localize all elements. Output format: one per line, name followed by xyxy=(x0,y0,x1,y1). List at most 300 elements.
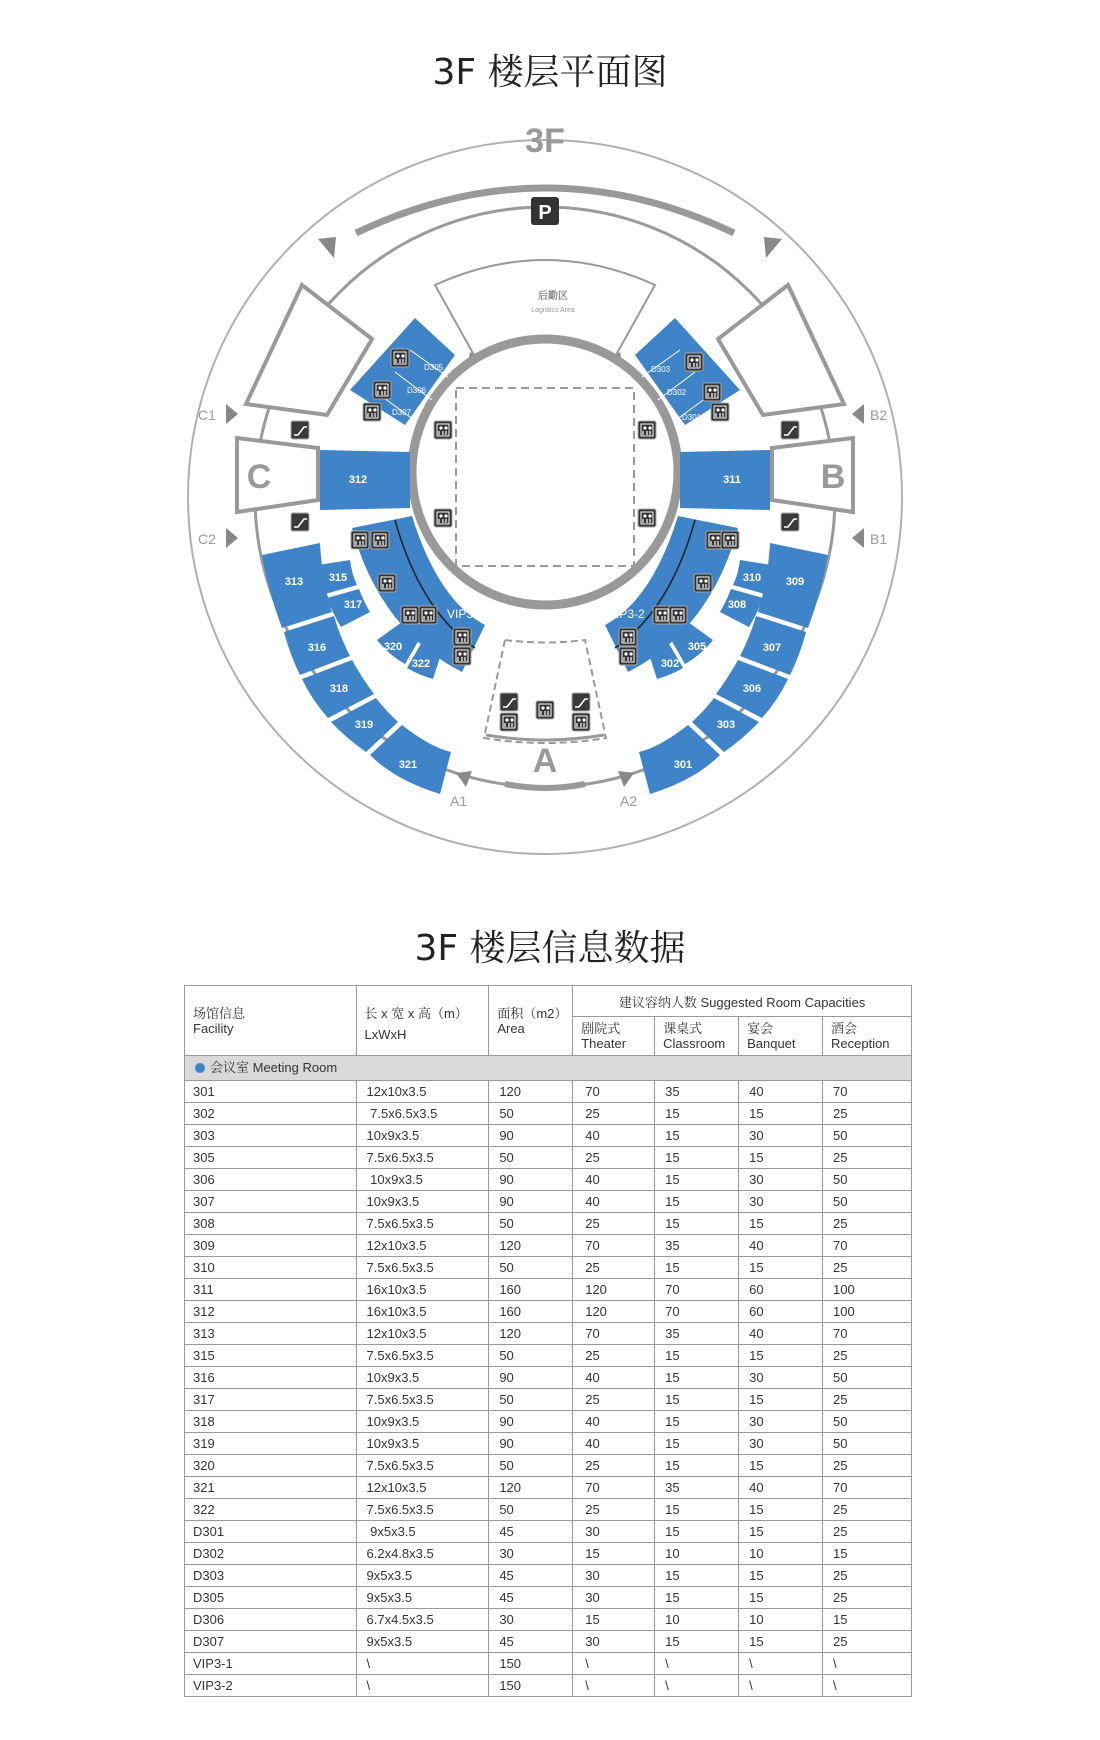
table-cell: 40 xyxy=(739,1477,823,1499)
facility-table xyxy=(184,985,912,1697)
table-cell: 50 xyxy=(823,1169,912,1191)
table-cell: 9x5x3.5 xyxy=(356,1587,489,1609)
table-cell: 25 xyxy=(823,1257,912,1279)
table-cell: 50 xyxy=(823,1433,912,1455)
table-cell: D307 xyxy=(185,1631,357,1653)
table-cell: 25 xyxy=(573,1103,655,1125)
table-cell: 25 xyxy=(823,1345,912,1367)
table-cell: 90 xyxy=(489,1367,573,1389)
table-cell: 40 xyxy=(573,1169,655,1191)
table-cell: 70 xyxy=(573,1323,655,1345)
table-cell: 120 xyxy=(489,1081,573,1103)
table-cell: 15 xyxy=(739,1213,823,1235)
table-cell: 7.5x6.5x3.5 xyxy=(356,1103,489,1125)
table-cell: 45 xyxy=(489,1565,573,1587)
table-cell: 308 xyxy=(185,1213,357,1235)
table-cell: \ xyxy=(739,1675,823,1697)
bottom-arc xyxy=(505,784,585,788)
room-d301: D301 xyxy=(682,413,702,422)
escalator-icon xyxy=(500,693,518,711)
restroom-icon xyxy=(685,353,703,371)
elevator-icon xyxy=(419,606,437,624)
table-cell: 90 xyxy=(489,1191,573,1213)
table-cell: \ xyxy=(823,1675,912,1697)
table-cell: 25 xyxy=(573,1389,655,1411)
table-cell: 50 xyxy=(823,1191,912,1213)
elevator-icon xyxy=(363,403,381,421)
table-cell: 15 xyxy=(573,1543,655,1565)
room-316-label: 316 xyxy=(307,642,327,654)
table-cell: 30 xyxy=(489,1543,573,1565)
table-cell: \ xyxy=(573,1675,655,1697)
gate-b2: B2 xyxy=(870,407,888,423)
table-cell: 10x9x3.5 xyxy=(356,1433,489,1455)
table-row xyxy=(185,1455,912,1477)
table-cell: \ xyxy=(356,1653,489,1675)
table-cell: 6.2x4.8x3.5 xyxy=(356,1543,489,1565)
table-cell: 150 xyxy=(489,1653,573,1675)
escalator-icon xyxy=(781,513,799,531)
table-cell: 15 xyxy=(739,1103,823,1125)
table-cell: 7.5x6.5x3.5 xyxy=(356,1257,489,1279)
gate-b1-arrow-icon xyxy=(852,528,864,548)
table-cell: 25 xyxy=(823,1455,912,1477)
elevator-icon xyxy=(371,531,389,549)
elevator-icon xyxy=(711,403,729,421)
table-cell: 7.5x6.5x3.5 xyxy=(356,1345,489,1367)
table-row xyxy=(185,1235,912,1257)
table-cell: VIP3-1 xyxy=(185,1653,357,1675)
table-cell: 10x9x3.5 xyxy=(356,1125,489,1147)
table-cell: 320 xyxy=(185,1455,357,1477)
table-cell: 15 xyxy=(739,1147,823,1169)
table-row xyxy=(185,1389,912,1411)
room-318-label: 318 xyxy=(329,683,349,695)
room-320-label: 320 xyxy=(383,641,403,653)
escalator-icon xyxy=(572,693,590,711)
table-cell: 40 xyxy=(573,1125,655,1147)
table-cell: 160 xyxy=(489,1301,573,1323)
table-cell: 12x10x3.5 xyxy=(356,1235,489,1257)
table-cell: 322 xyxy=(185,1499,357,1521)
table-cell: \ xyxy=(655,1675,739,1697)
header-classroom: 课桌式 Classroom xyxy=(655,1017,739,1056)
table-cell: 15 xyxy=(655,1125,739,1147)
table-cell: 60 xyxy=(739,1279,823,1301)
elevator-icon xyxy=(572,713,590,731)
table-cell: 50 xyxy=(489,1389,573,1411)
table-cell: 70 xyxy=(655,1301,739,1323)
elevator-icon xyxy=(721,531,739,549)
table-cell: 70 xyxy=(823,1235,912,1257)
table-cell: 318 xyxy=(185,1411,357,1433)
table-cell: 120 xyxy=(573,1279,655,1301)
table-cell: D305 xyxy=(185,1587,357,1609)
table-row xyxy=(185,1367,912,1389)
table-cell: 70 xyxy=(655,1279,739,1301)
hall-a-letter: A xyxy=(532,742,558,780)
header-reception: 酒会 Reception xyxy=(823,1017,912,1056)
table-row xyxy=(185,1433,912,1455)
table-cell: 15 xyxy=(655,1389,739,1411)
table-cell: 90 xyxy=(489,1433,573,1455)
table-cell: 309 xyxy=(185,1235,357,1257)
room-313-label: 313 xyxy=(284,576,304,588)
table-cell: 50 xyxy=(489,1103,573,1125)
room-vip3-2-label: VIP3-2 xyxy=(608,607,645,621)
table-cell: 15 xyxy=(655,1411,739,1433)
table-row xyxy=(185,1411,912,1433)
table-cell: 311 xyxy=(185,1279,357,1301)
table-cell: 25 xyxy=(823,1565,912,1587)
table-cell: 25 xyxy=(823,1103,912,1125)
gate-c2-arrow-icon xyxy=(226,528,238,548)
elevator-icon xyxy=(619,628,637,646)
table-row xyxy=(185,1323,912,1345)
table-cell: 90 xyxy=(489,1125,573,1147)
table-cell: 307 xyxy=(185,1191,357,1213)
table-row xyxy=(185,1653,912,1675)
room-315-label: 315 xyxy=(328,572,348,584)
table-cell: 30 xyxy=(739,1433,823,1455)
hall-c-letter: C xyxy=(246,458,272,496)
floor-label: 3F xyxy=(525,122,565,160)
table-cell: 70 xyxy=(573,1081,655,1103)
table-row xyxy=(185,1587,912,1609)
table-cell: 7.5x6.5x3.5 xyxy=(356,1213,489,1235)
table-cell: 10 xyxy=(739,1609,823,1631)
table-cell: 15 xyxy=(655,1455,739,1477)
table-cell: 30 xyxy=(739,1411,823,1433)
gate-b1: B1 xyxy=(870,531,888,547)
table-cell: 303 xyxy=(185,1125,357,1147)
room-301-label: 301 xyxy=(673,759,693,771)
room-309-label: 309 xyxy=(785,576,805,588)
group-label: 会议室 Meeting Room xyxy=(210,1060,338,1075)
table-cell: 9x5x3.5 xyxy=(356,1565,489,1587)
table-cell: 10 xyxy=(655,1543,739,1565)
table-cell: D303 xyxy=(185,1565,357,1587)
table-cell: 30 xyxy=(489,1609,573,1631)
table-row xyxy=(185,1169,912,1191)
table-cell: 312 xyxy=(185,1301,357,1323)
header-capacities: 建议容纳人数 Suggested Room Capacities xyxy=(573,986,912,1017)
hall-b1 xyxy=(718,285,844,415)
table-row xyxy=(185,1345,912,1367)
table-cell: 25 xyxy=(823,1587,912,1609)
table-cell: 35 xyxy=(655,1477,739,1499)
table-row xyxy=(185,1477,912,1499)
table-cell: 15 xyxy=(655,1345,739,1367)
table-cell: 45 xyxy=(489,1521,573,1543)
restroom-icon xyxy=(453,647,471,665)
table-cell: D302 xyxy=(185,1543,357,1565)
table-cell: 15 xyxy=(739,1257,823,1279)
hall-c1 xyxy=(246,285,372,415)
table-row xyxy=(185,1279,912,1301)
table-cell: 120 xyxy=(489,1235,573,1257)
table-cell: 9x5x3.5 xyxy=(356,1521,489,1543)
table-cell: 15 xyxy=(739,1631,823,1653)
table-cell: 25 xyxy=(573,1345,655,1367)
elevator-icon xyxy=(401,606,419,624)
room-d303: D303 xyxy=(651,365,671,374)
table-cell: 16x10x3.5 xyxy=(356,1279,489,1301)
table-cell: 10x9x3.5 xyxy=(356,1411,489,1433)
table-cell: 25 xyxy=(823,1631,912,1653)
table-cell: 40 xyxy=(739,1081,823,1103)
table-cell: 306 xyxy=(185,1169,357,1191)
table-cell: 25 xyxy=(823,1521,912,1543)
table-cell: 160 xyxy=(489,1279,573,1301)
table-cell: 40 xyxy=(739,1323,823,1345)
escalator-icon xyxy=(781,421,799,439)
table-cell: 15 xyxy=(655,1257,739,1279)
gate-a1: A1 xyxy=(450,793,468,809)
table-cell: 45 xyxy=(489,1631,573,1653)
table-cell: 50 xyxy=(489,1257,573,1279)
table-cell: 45 xyxy=(489,1587,573,1609)
table-cell: 15 xyxy=(573,1609,655,1631)
table-row xyxy=(185,1675,912,1697)
elevator-icon xyxy=(373,381,391,399)
table-cell: \ xyxy=(356,1675,489,1697)
table-cell: 100 xyxy=(823,1301,912,1323)
table-cell: 10x9x3.5 xyxy=(356,1367,489,1389)
table-cell: 30 xyxy=(739,1191,823,1213)
elevator-icon xyxy=(434,421,452,439)
table-cell: 60 xyxy=(739,1301,823,1323)
table-cell: 25 xyxy=(823,1213,912,1235)
table-cell: \ xyxy=(739,1653,823,1675)
group-row xyxy=(185,1056,912,1081)
table-cell: 25 xyxy=(573,1499,655,1521)
gate-a2: A2 xyxy=(620,793,638,809)
table-cell: 70 xyxy=(573,1477,655,1499)
room-302-label: 302 xyxy=(660,658,680,670)
header-banquet: 宴会 Banquet xyxy=(739,1017,823,1056)
room-307-label: 307 xyxy=(762,642,782,654)
table-cell: 10x9x3.5 xyxy=(356,1191,489,1213)
room-d307: D307 xyxy=(392,408,412,417)
table-cell: 100 xyxy=(823,1279,912,1301)
room-310-label: 310 xyxy=(742,572,762,584)
table-cell: 10 xyxy=(655,1609,739,1631)
elevator-icon xyxy=(536,701,554,719)
arrow-right-icon xyxy=(764,237,782,258)
table-cell: 15 xyxy=(655,1565,739,1587)
room-319-label: 319 xyxy=(354,719,374,731)
parking-label: P xyxy=(538,202,552,224)
table-cell: VIP3-2 xyxy=(185,1675,357,1697)
table-cell: \ xyxy=(573,1653,655,1675)
table-cell: \ xyxy=(823,1653,912,1675)
table-cell: 50 xyxy=(489,1455,573,1477)
table-cell: 150 xyxy=(489,1675,573,1697)
table-row xyxy=(185,1609,912,1631)
table-cell: 50 xyxy=(489,1499,573,1521)
elevator-icon xyxy=(500,713,518,731)
table-cell: 10 xyxy=(739,1543,823,1565)
table-cell: 90 xyxy=(489,1169,573,1191)
table-cell: 40 xyxy=(573,1411,655,1433)
table-cell: 7.5x6.5x3.5 xyxy=(356,1499,489,1521)
table-cell: 15 xyxy=(739,1565,823,1587)
table-cell: 310 xyxy=(185,1257,357,1279)
table-cell: 15 xyxy=(655,1521,739,1543)
table-cell: 7.5x6.5x3.5 xyxy=(356,1389,489,1411)
table-row xyxy=(185,1103,912,1125)
elevator-icon xyxy=(434,509,452,527)
table-cell: 15 xyxy=(739,1499,823,1521)
table-cell: 25 xyxy=(573,1455,655,1477)
table-cell: 40 xyxy=(573,1433,655,1455)
table-cell: 30 xyxy=(573,1631,655,1653)
table-cell: 70 xyxy=(573,1235,655,1257)
table-cell: 40 xyxy=(573,1367,655,1389)
gate-b2-arrow-icon xyxy=(852,404,864,424)
elevator-icon xyxy=(669,606,687,624)
table-cell: 90 xyxy=(489,1411,573,1433)
table-cell: 15 xyxy=(655,1191,739,1213)
escalator-icon xyxy=(291,421,309,439)
gate-a1-arrow-icon xyxy=(456,771,472,787)
escalator-icon xyxy=(291,513,309,531)
elevator-icon xyxy=(703,383,721,401)
table-cell: 15 xyxy=(655,1367,739,1389)
restroom-icon xyxy=(619,647,637,665)
elevator-icon xyxy=(453,628,471,646)
room-306-label: 306 xyxy=(742,683,762,695)
room-317-label: 317 xyxy=(343,599,363,611)
table-cell: 120 xyxy=(489,1323,573,1345)
elevator-icon xyxy=(653,606,671,624)
elevator-icon xyxy=(638,421,656,439)
gate-c1-arrow-icon xyxy=(226,404,238,424)
table-cell: 25 xyxy=(823,1499,912,1521)
table-cell: 305 xyxy=(185,1147,357,1169)
table-row xyxy=(185,1213,912,1235)
table-cell: 12x10x3.5 xyxy=(356,1081,489,1103)
header-dims: 长 x 宽 x 高（m） LxWxH xyxy=(356,986,489,1056)
table-cell: 12x10x3.5 xyxy=(356,1323,489,1345)
table-cell: 35 xyxy=(655,1235,739,1257)
table-cell: 70 xyxy=(823,1477,912,1499)
table-cell: 15 xyxy=(655,1103,739,1125)
table-row xyxy=(185,1191,912,1213)
table-row xyxy=(185,1631,912,1653)
table-cell: 50 xyxy=(489,1147,573,1169)
table-cell: 316 xyxy=(185,1367,357,1389)
table-row xyxy=(185,1301,912,1323)
table-row xyxy=(185,1499,912,1521)
table-cell: 15 xyxy=(655,1631,739,1653)
table-cell: 30 xyxy=(739,1169,823,1191)
table-cell: 15 xyxy=(655,1147,739,1169)
table-cell: 15 xyxy=(655,1213,739,1235)
map-title: 3F 楼层平面图 xyxy=(432,52,668,93)
table-cell: 70 xyxy=(823,1323,912,1345)
room-303-label: 303 xyxy=(716,719,736,731)
elevator-icon xyxy=(638,509,656,527)
logistics-zh: 后勤区 xyxy=(538,291,568,302)
table-cell: 319 xyxy=(185,1433,357,1455)
table-cell: 6.7x4.5x3.5 xyxy=(356,1609,489,1631)
header-area: 面积（m2） Area xyxy=(489,986,573,1056)
table-cell: 12x10x3.5 xyxy=(356,1477,489,1499)
table-cell: 15 xyxy=(739,1521,823,1543)
table-row xyxy=(185,1257,912,1279)
room-305-label: 305 xyxy=(687,641,707,653)
hall-b-letter: B xyxy=(820,458,846,496)
elevator-icon xyxy=(351,531,369,549)
room-322-label: 322 xyxy=(411,658,431,670)
table-cell: 25 xyxy=(573,1147,655,1169)
table-cell: 25 xyxy=(823,1389,912,1411)
table-cell: 50 xyxy=(489,1213,573,1235)
table-cell: 7.5x6.5x3.5 xyxy=(356,1147,489,1169)
room-312-label: 312 xyxy=(348,474,368,486)
table-cell: 25 xyxy=(573,1213,655,1235)
restroom-icon xyxy=(378,574,396,592)
table-cell: 15 xyxy=(655,1499,739,1521)
room-d305: D305 xyxy=(424,363,444,372)
room-308-label: 308 xyxy=(727,599,747,611)
table-cell: 15 xyxy=(739,1455,823,1477)
room-vip3-1-label: VIP3-1 xyxy=(447,607,484,621)
floor-map xyxy=(0,110,1100,870)
table-cell: 16x10x3.5 xyxy=(356,1301,489,1323)
table-cell: 30 xyxy=(573,1521,655,1543)
bullet-icon xyxy=(195,1063,205,1073)
table-cell: 315 xyxy=(185,1345,357,1367)
table-cell: 15 xyxy=(823,1609,912,1631)
table-cell: 120 xyxy=(573,1301,655,1323)
table-cell: 30 xyxy=(573,1565,655,1587)
table-cell: 120 xyxy=(489,1477,573,1499)
table-cell: 30 xyxy=(739,1125,823,1147)
table-cell: 30 xyxy=(739,1367,823,1389)
table-row xyxy=(185,1147,912,1169)
table-cell: 15 xyxy=(655,1169,739,1191)
table-cell: 321 xyxy=(185,1477,357,1499)
table-cell: 15 xyxy=(655,1433,739,1455)
table-row xyxy=(185,1521,912,1543)
arrow-left-icon xyxy=(318,237,336,258)
table-cell: 50 xyxy=(823,1125,912,1147)
room-d302: D302 xyxy=(667,388,687,397)
logistics-en: Logistics Area xyxy=(531,307,575,314)
table-cell: 35 xyxy=(655,1081,739,1103)
table-cell: 7.5x6.5x3.5 xyxy=(356,1455,489,1477)
gate-a2-arrow-icon xyxy=(618,771,634,787)
table-cell: 10x9x3.5 xyxy=(356,1169,489,1191)
table-cell: 40 xyxy=(739,1235,823,1257)
table-cell: 50 xyxy=(823,1411,912,1433)
table-cell: 25 xyxy=(573,1257,655,1279)
room-311-label: 311 xyxy=(723,474,741,486)
table-cell: 40 xyxy=(573,1191,655,1213)
table-cell: 50 xyxy=(823,1367,912,1389)
header-facility: 场馆信息 Facility xyxy=(185,986,357,1056)
table-cell: 313 xyxy=(185,1323,357,1345)
room-d306: D306 xyxy=(407,386,427,395)
header-theater: 剧院式 Theater xyxy=(573,1017,655,1056)
table-cell: 301 xyxy=(185,1081,357,1103)
table-cell: 15 xyxy=(739,1587,823,1609)
table-row xyxy=(185,1543,912,1565)
table-cell: 15 xyxy=(823,1543,912,1565)
